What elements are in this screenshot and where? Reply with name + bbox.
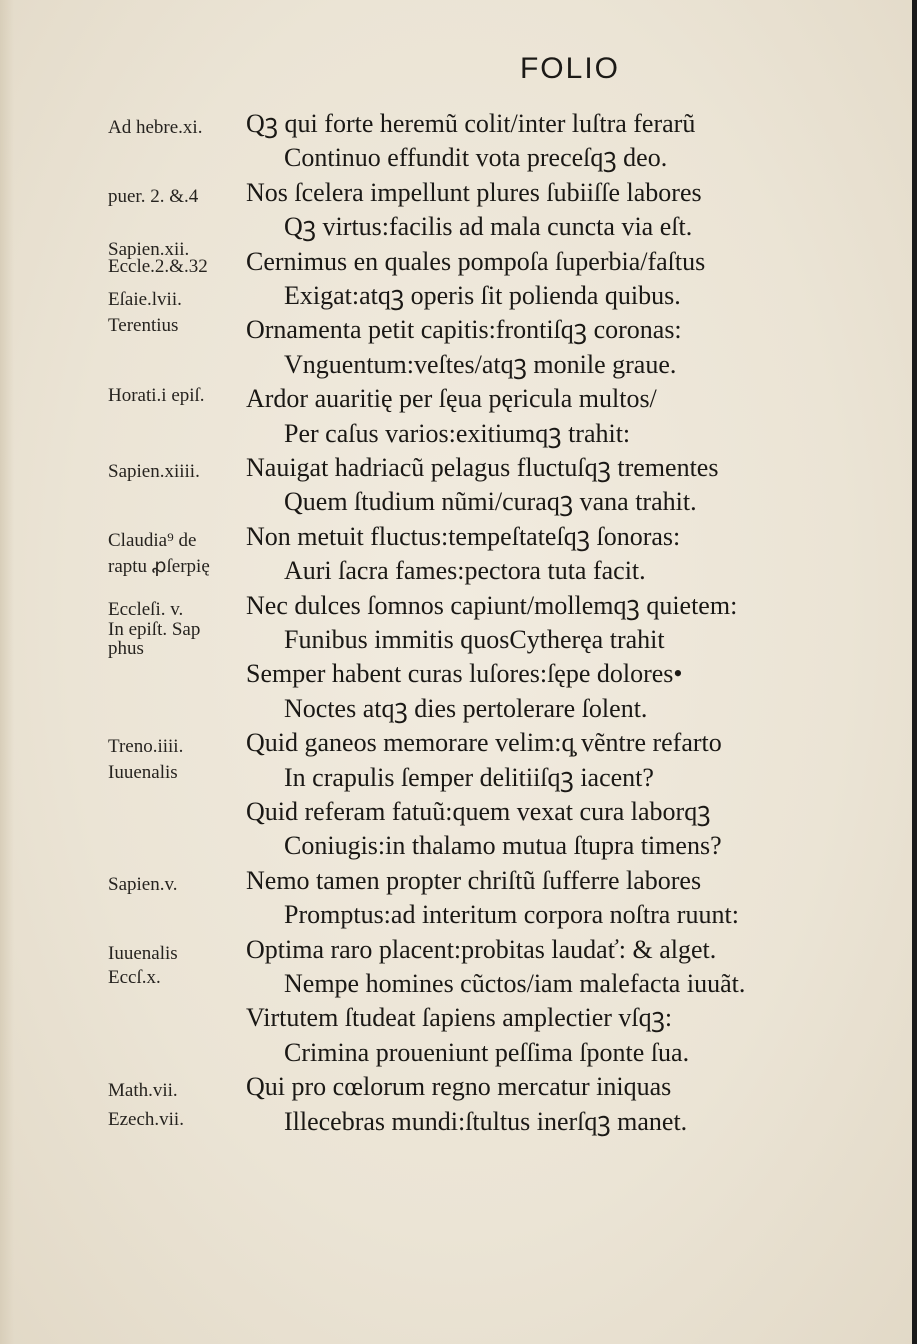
verse-line: Coniugis:in thalamo mutua ſtupra timens? [284, 831, 722, 861]
verse-line: Promptus:ad interitum corpora noſtra ruunt: [284, 900, 739, 930]
verse-line: Continuo effundit vota preceſqꝫ deo. [284, 143, 668, 173]
marginal-note: Ad hebre.xi. [108, 117, 203, 138]
marginal-note: raptu ꝓſerpię [108, 555, 210, 577]
verse-line: Illecebras mundi:ſtultus inerſqꝫ manet. [284, 1106, 688, 1136]
page-right-edge [912, 0, 917, 1344]
verse-line: Ardor auaritię per ſęua pęricula multos/ [246, 384, 657, 414]
verse-line: Quid referam fatuũ:quem vexat cura laborqꝫ [246, 797, 711, 826]
verse-line: Nos ſcelera impellunt plures ſubiiſſe labores [246, 177, 702, 207]
marginal-note: Claudia⁹ de [108, 529, 197, 551]
marginal-note: Sapien.xii. [108, 239, 190, 261]
verse-line: Qꝫ qui forte heremũ colit/inter luſtra ferarũ [246, 109, 696, 138]
marginal-note: Horati.i epiſ. [108, 385, 205, 407]
verse-line: Qui pro cœlorum regno mercatur iniquas [246, 1072, 672, 1102]
verse-line: Crimina proueniunt peſſima ſponte ſua. [284, 1037, 690, 1067]
marginal-note: Eccſ.x. [108, 966, 161, 988]
marginal-note: Iuuenalis [108, 762, 178, 783]
verse-line: Virtutem ſtudeat ſapiens amplectier vſqꝫ: [246, 1003, 673, 1033]
verse-line: Cernimus en quales pompoſa ſuperbia/faſtus [246, 246, 706, 276]
marginal-note: Eſaie.lvii. [108, 289, 182, 310]
verse-line: Non metuit fluctus:tempeſtateſqꝫ ſonoras: [246, 521, 681, 551]
verse-line: Semper habent curas luſores:ſępe dolores• [246, 659, 683, 689]
marginal-note: puer. 2. &.4 [108, 185, 199, 207]
marginal-note: Ezech.vii. [108, 1109, 184, 1131]
marginal-note: Sapien.xiiii. [108, 461, 200, 482]
marginal-note: Math.vii. [108, 1080, 178, 1102]
verse-line: Nauigat hadriacũ pelagus fluctuſqꝫ trementes [246, 453, 719, 482]
marginal-note: Treno.iiii. [108, 736, 184, 758]
verse-line: Noctes atqꝫ dies pertolerare ſolent. [284, 693, 648, 723]
verse-line: Funibus immitis quosCytheręa trahit [284, 625, 665, 654]
folio-header: FOLIO [519, 52, 620, 85]
verse-line: Nemo tamen propter chriſtũ ſufferre labores [246, 865, 702, 895]
verse-line: Quem ſtudium nũmi/curaqꝫ vana trahit. [284, 487, 697, 517]
marginal-note: In epiſt. Sap [108, 619, 201, 641]
page-gutter-shade [0, 0, 14, 1344]
marginal-note: phus [108, 638, 144, 660]
verse-line: Ornamenta petit capitis:frontiſqꝫ coronas: [246, 315, 682, 345]
marginal-note: Eccle.2.&.32 [108, 256, 208, 278]
verse-line: In crapulis ſemper delitiiſqꝫ iacent? [284, 762, 654, 792]
marginal-note: Iuuenalis [108, 942, 178, 964]
marginal-note: Eccleſi. v. [108, 598, 184, 620]
marginal-note: Terentius [108, 314, 179, 336]
verse-line: Qꝫ virtus:facilis ad mala cuncta via eſt. [284, 212, 693, 242]
verse-line: Optima raro placent:probitas laudať: & alget. [246, 934, 717, 964]
verse-line: Vnguentum:veſtes/atqꝫ monile graue. [284, 349, 677, 379]
verse-line: Per caſus varios:exitiumqꝫ trahit: [284, 418, 631, 448]
verse-line: Auri ſacra fames:pectora tuta facit. [284, 556, 646, 586]
verse-line: Nec dulces ſomnos capiunt/mollemqꝫ quietem: [246, 590, 738, 620]
verse-line: Exigat:atqꝫ operis ſit polienda quibus. [284, 281, 681, 310]
marginal-note: Sapien.v. [108, 873, 178, 895]
verse-line: Nempe homines cũctos/iam malefacta iuuãt. [284, 969, 746, 998]
verse-line: Quid ganeos memorare velim:q̧ vẽntre refarto [246, 728, 722, 758]
